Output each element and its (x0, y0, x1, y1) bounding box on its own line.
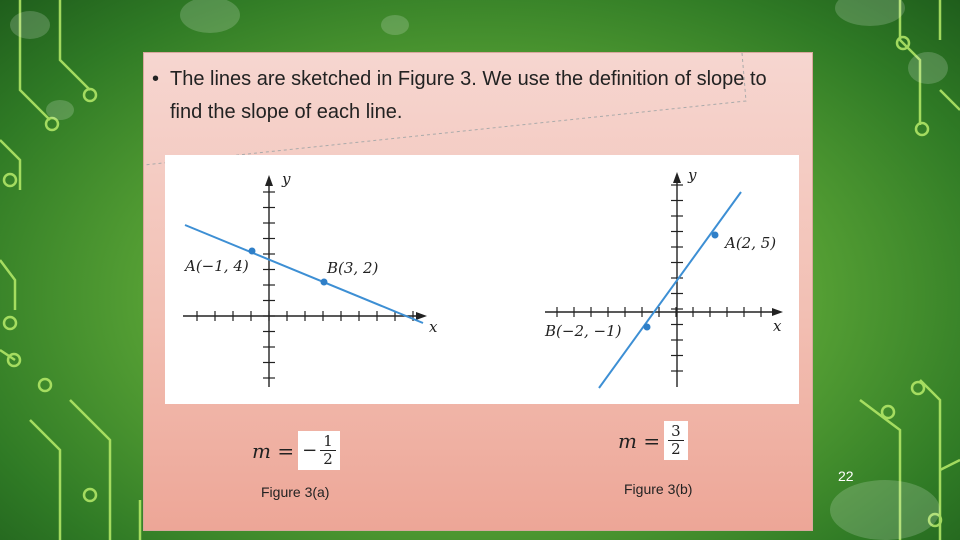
slope-b-lhs: m = (618, 428, 661, 453)
slope-a-fraction (320, 433, 336, 468)
graph-b-point-b (644, 324, 651, 331)
slide-page-number: 22 (838, 468, 854, 484)
slope-a-sign: − (302, 440, 318, 461)
graph-b-y-label: y (688, 166, 697, 184)
figure-3-graphs (165, 155, 799, 404)
caption-figure-3b: Figure 3(b) (624, 481, 693, 497)
graph-a-point-b (321, 279, 328, 286)
graph-a-y-label: y (282, 170, 291, 188)
graph-b-x-arrow (772, 308, 783, 316)
graph-b-point-a-label: A(2, 5) (725, 234, 777, 252)
graph-b-x-label: x (773, 317, 782, 335)
bullet-text: The lines are sketched in Figure 3. We use the definition of slope to find the slope of each line. (170, 68, 767, 123)
slope-a-numerator: 1 (320, 433, 336, 451)
graph-a-point-a-label: A(−1, 4) (185, 257, 249, 275)
graph-b-y-arrow (673, 172, 681, 183)
graph-b-line (599, 192, 741, 388)
graph-a-point-a (249, 248, 256, 255)
slope-formula-a (252, 431, 340, 470)
slope-a-lhs: m = (252, 438, 295, 463)
graph-a-x-label: x (429, 318, 438, 336)
figure-3-image (165, 155, 799, 404)
slope-formula-b (618, 421, 688, 460)
graph-a-point-b-label: B(3, 2) (327, 259, 379, 277)
graph-a (183, 170, 438, 387)
graph-a-y-arrow (265, 175, 273, 186)
slope-b-fraction (668, 423, 684, 458)
graph-b (544, 166, 783, 388)
bullet-paragraph (152, 63, 770, 129)
slope-b-denominator: 2 (671, 440, 681, 458)
graph-a-x-arrow (416, 312, 427, 320)
slope-a-fraction-box (298, 431, 340, 470)
slope-a-denominator: 2 (323, 450, 333, 468)
slope-b-fraction-box (664, 421, 688, 460)
graph-b-point-b-label: B(−2, −1) (545, 322, 622, 340)
graph-b-point-a (712, 232, 719, 239)
bullet-marker: • (152, 68, 160, 90)
content-panel (143, 52, 813, 531)
slope-b-numerator: 3 (668, 423, 684, 441)
caption-figure-3a: Figure 3(a) (261, 484, 330, 500)
